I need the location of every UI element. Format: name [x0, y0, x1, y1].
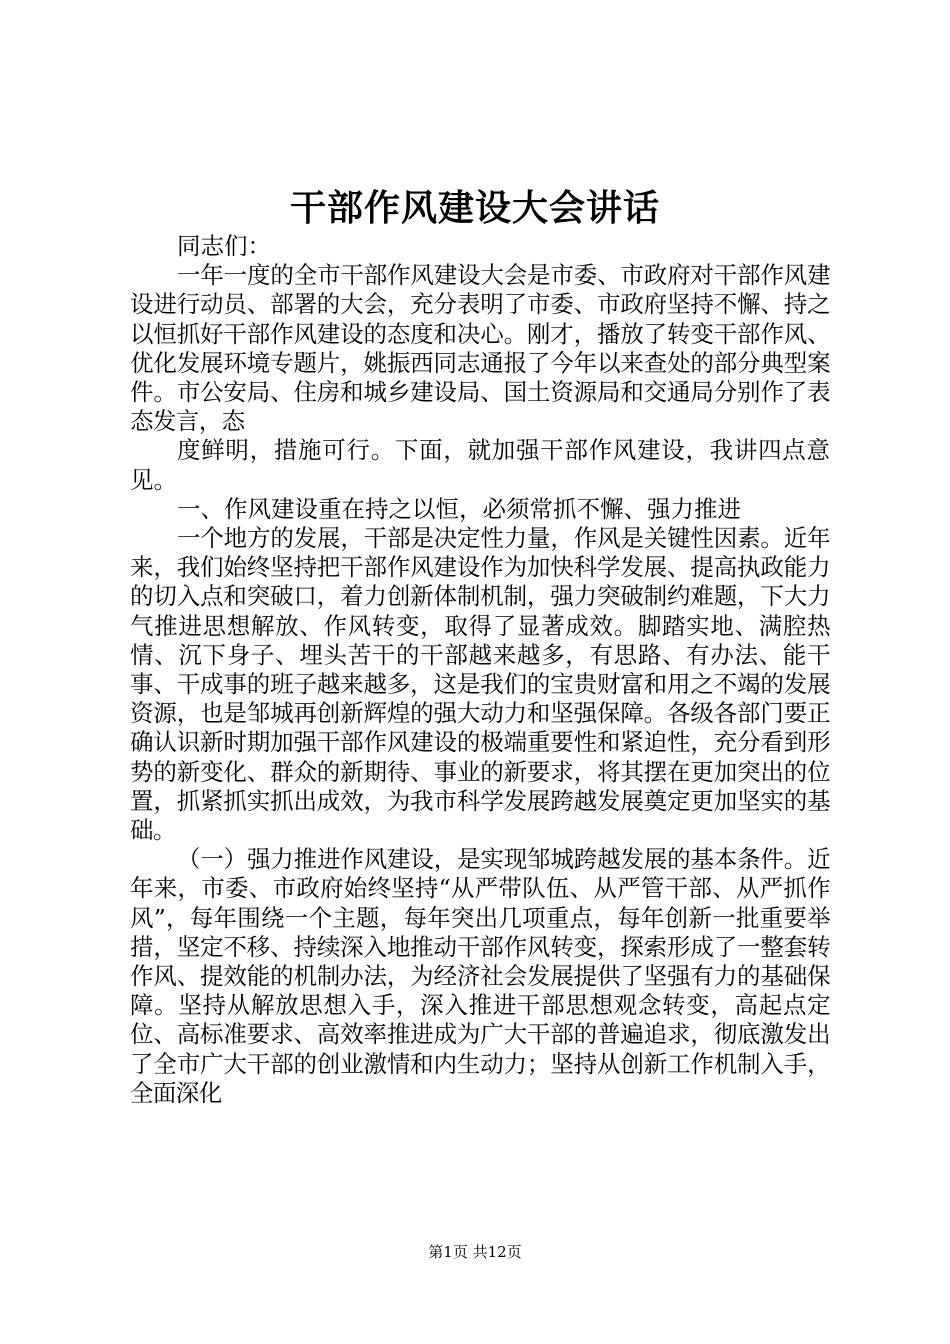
body-paragraph: 一年一度的全市干部作风建设大会是市委、市政府对干部作风建设进行动员、部署的大会，充分表明了市委、市政府坚持不懈、持之以恒抓好干部作风建设的态度和决心。刚才，播放了转变干部作风、优化发展环境专题片，姚振西同志通报了今年以来查处的部分典型案件。市公安局、住房和城乡建设局、国土资源局和交通局分别作了表态发言，态 [130, 261, 830, 436]
body-paragraph: （一）强力推进作风建设，是实现邹城跨越发展的基本条件。近年来，市委、市政府始终坚持“从严带队伍、从严管干部、从严抓作风”，每年围绕一个主题，每年突出几项重点，每年创新一批重要举措，坚定不移、持续深入地推动干部作风转变，探索形成了一整套转作风、提效能的机制办法，为经济社会发展提供了坚强有力的基础保障。坚持从解放思想入手，深入推进干部思想观念转变，高起点定位、高标准要求、高效率推进成为广大干部的普遍追求，彻底激发出了全市广大干部的创业激情和内生动力；坚持从创新工作机制入手，全面深化 [130, 845, 830, 1107]
body-paragraph: 度鲜明，措施可行。下面，就加强干部作风建设，我讲四点意见。 [130, 436, 830, 494]
document-title: 干部作风建设大会讲话 [289, 187, 660, 229]
page-number-footer: 第1页 共12页 [428, 1243, 522, 1261]
body-paragraph: 一个地方的发展，干部是决定性力量，作风是关键性因素。近年来，我们始终坚持把干部作风建设作为加快科学发展、提高执政能力的切入点和突破口，着力创新体制机制，强力突破制约难题，下大力气推进思想解放、作风转变，取得了显著成效。脚踏实地、满腔热情、沉下身子、埋头苦干的干部越来越多，有思路、有办法、能干事、干成事的班子越来越多，这是我们的宝贵财富和用之不竭的发展资源，也是邹城再创新辉煌的强大动力和坚强保障。各级各部门要正确认识新时期加强干部作风建设的极端重要性和紧迫性，充分看到形势的新变化、群众的新期待、事业的新要求，将其摆在更加突出的位置，抓紧抓实抓出成效，为我市科学发展跨越发展奠定更加坚实的基础。 [130, 524, 830, 845]
document-body [130, 232, 830, 1108]
salutation-paragraph: 同志们： [177, 232, 271, 260]
section-heading: 一、作风建设重在持之以恒，必须常抓不懈、强力推进 [177, 494, 741, 523]
